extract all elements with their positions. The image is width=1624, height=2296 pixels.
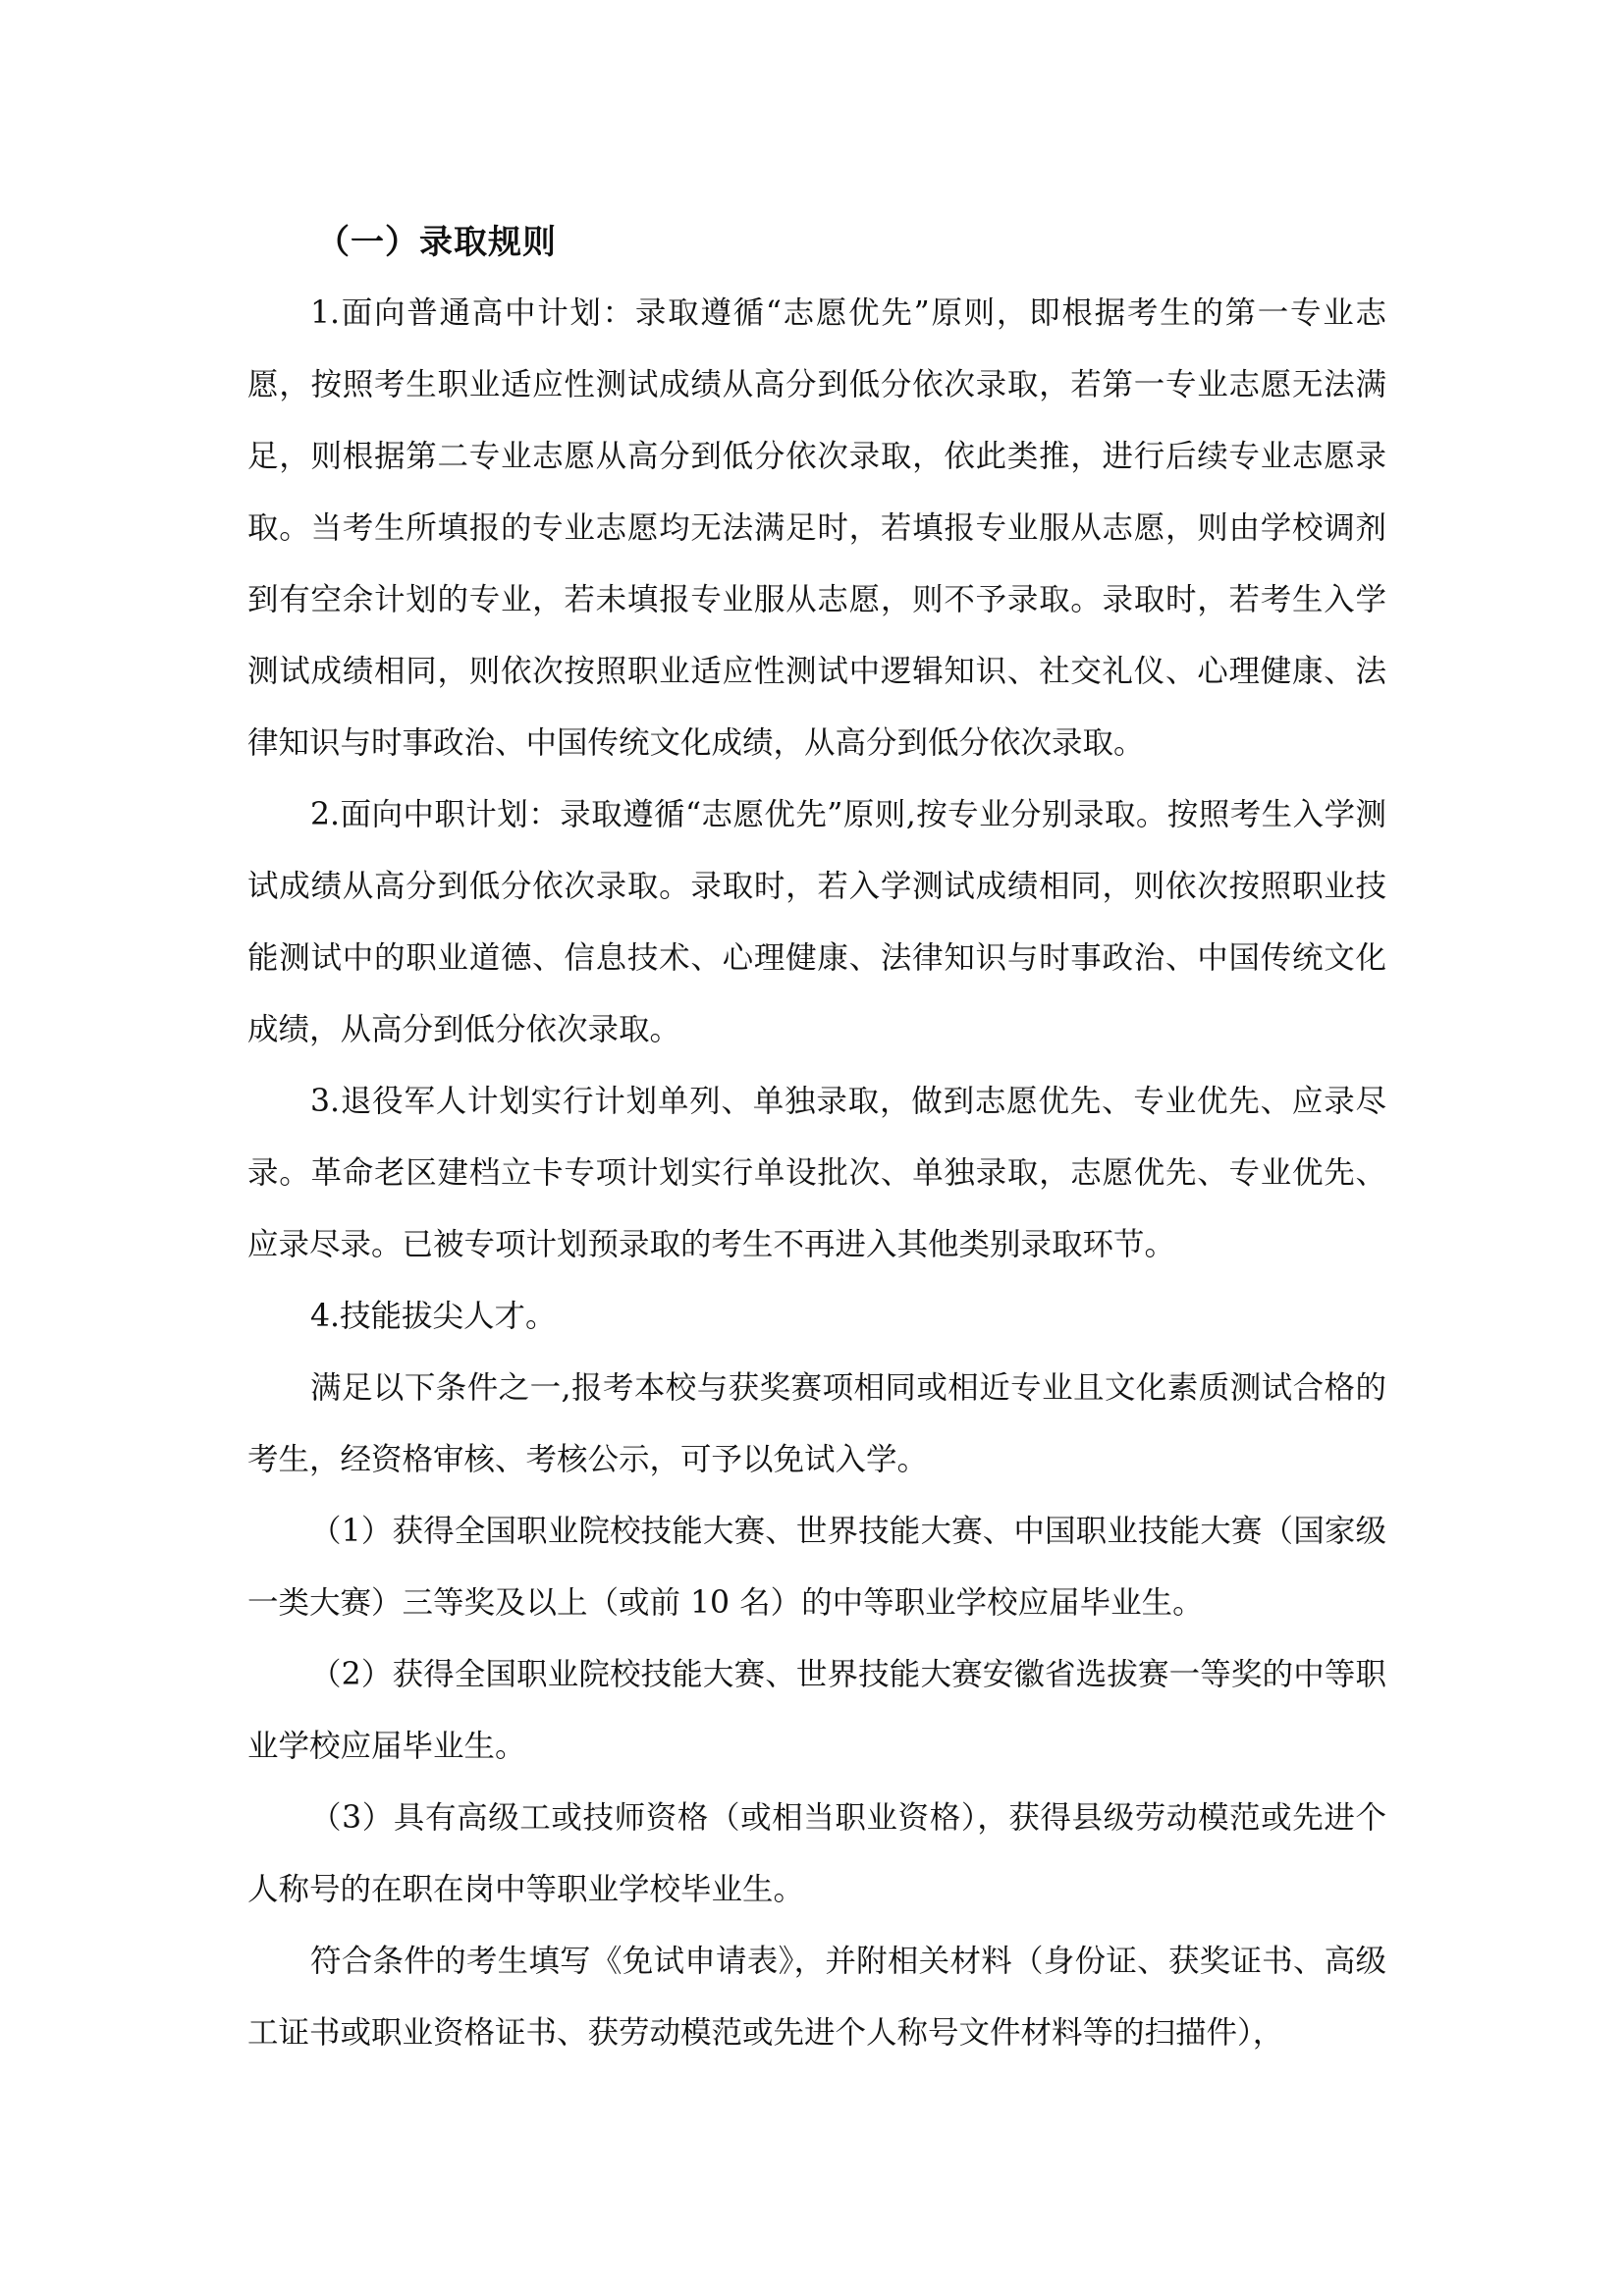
paragraph-condition-3: （3）具有高级工或技师资格（或相当职业资格），获得县级劳动模范或先进个人称号的在职在岗中等职业学校毕业生。: [247, 1800, 1386, 1907]
paragraph-condition-2: （2）获得全国职业院校技能大赛、世界技能大赛安徽省选拔赛一等奖的中等职业学校应届毕业生。: [247, 1657, 1386, 1764]
paragraph-admission-general-high-school: 1.面向普通高中计划：录取遵循“志愿优先”原则，即根据考生的第一专业志愿，按照考生职业适应性测试成绩从高分到低分依次录取，若第一专业志愿无法满足，则根据第二专业志愿从高分到低分依次录取，依此类推，进行后续专业志愿录取。当考生所填报的专业志愿均无法满足时，若填报专业服从志愿，则由学校调剂到有空余计划的专业，若未填报专业服从志愿，则不予录取。录取时，若考生入学测试成绩相同，则依次按照职业适应性测试中逻辑知识、社交礼仪、心理健康、法律知识与时事政治、中国传统文化成绩，从高分到低分依次录取。: [247, 295, 1386, 761]
paragraph-application-materials: 符合条件的考生填写《免试申请表》，并附相关材料（身份证、获奖证书、高级工证书或职业资格证书、获劳动模范或先进个人称号文件材料等的扫描件），: [247, 1944, 1386, 2051]
paragraph-veterans-special-plans: 3.退役军人计划实行计划单列、单独录取，做到志愿优先、专业优先、应录尽录。革命老区建档立卡专项计划实行单设批次、单独录取，志愿优先、专业优先、应录尽录。已被专项计划预录取的考生不再进入其他类别录取环节。: [247, 1084, 1386, 1262]
paragraph-admission-vocational: 2.面向中职计划：录取遵循“志愿优先”原则,按专业分别录取。按照考生入学测试成绩从高分到低分依次录取。录取时，若入学测试成绩相同，则依次按照职业技能测试中的职业道德、信息技术、心理健康、法律知识与时事政治、中国传统文化成绩，从高分到低分依次录取。: [247, 797, 1386, 1047]
paragraph-skill-talent-heading: 4.技能拔尖人才。: [310, 1299, 557, 1334]
body-text: [247, 278, 1386, 2069]
paragraph-exemption-conditions: 满足以下条件之一,报考本校与获奖赛项相同或相近专业且文化素质测试合格的考生，经资格审核、考核公示，可予以免试入学。: [247, 1370, 1386, 1477]
paragraph-condition-1: （1）获得全国职业院校技能大赛、世界技能大赛、中国职业技能大赛（国家级一类大赛）三等奖及以上（或前 10 名）的中等职业学校应届毕业生。: [247, 1514, 1386, 1621]
section-heading: （一）录取规则: [316, 223, 557, 262]
